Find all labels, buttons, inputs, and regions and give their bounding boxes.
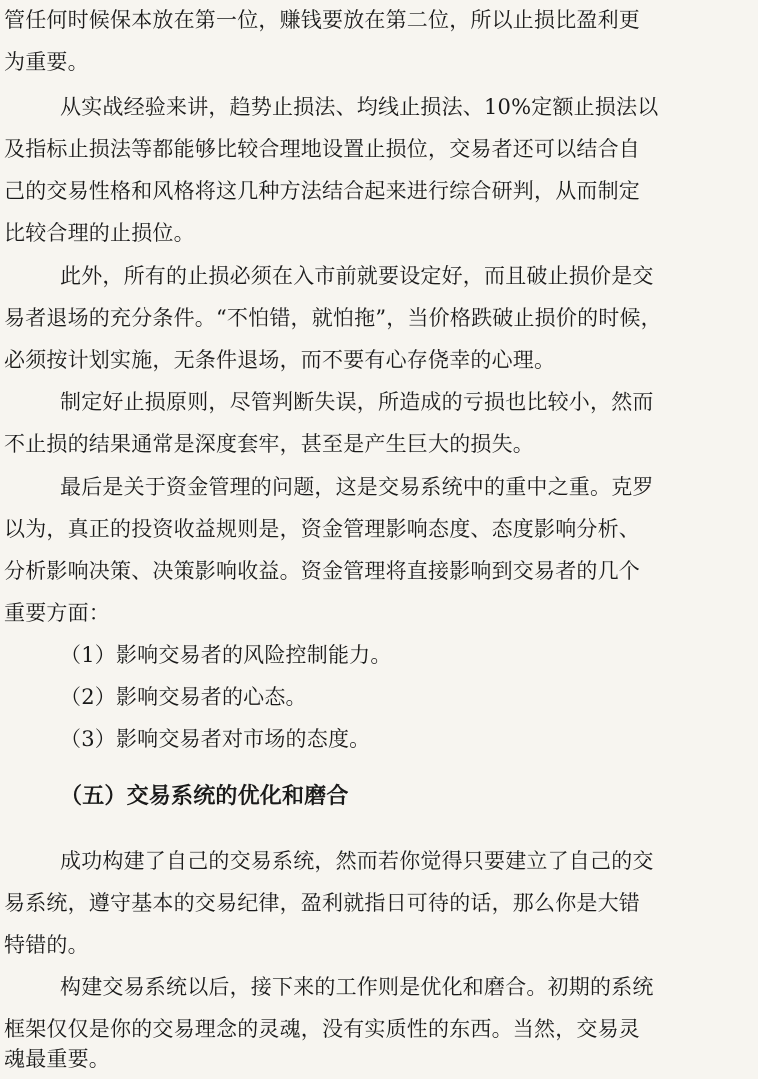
text-line: 以为，真正的投资收益规则是，资金管理影响态度、态度影响分析、 [4,517,640,541]
list-item: （3）影响交易者对市场的态度。 [60,727,371,751]
text-line: 为重要。 [4,50,89,74]
text-line: 魂最重要。 [4,1047,110,1071]
text-line: 从实战经验来讲，趋势止损法、均线止损法、10%定额止损法以 [60,95,659,119]
text-line: 最后是关于资金管理的问题，这是交易系统中的重中之重。克罗 [60,475,654,499]
text-line: 易者退场的充分条件。“不怕错，就怕拖”，当价格跌破止损价的时候， [4,306,662,330]
text-line: 及指标止损法等都能够比较合理地设置止损位，交易者还可以结合自 [4,137,640,161]
text-line: 己的交易性格和风格将这几种方法结合起来进行综合研判，从而制定 [4,179,640,203]
text-line: 不止损的结果通常是深度套牢，甚至是产生巨大的损失。 [4,432,534,456]
text-line: 框架仅仅是你的交易理念的灵魂，没有实质性的东西。当然，交易灵 [4,1017,640,1041]
text-line: 管任何时候保本放在第一位，赚钱要放在第二位，所以止损比盈利更 [4,8,640,32]
text-line: 必须按计划实施，无条件退场，而不要有心存侥幸的心理。 [4,348,556,372]
text-line: 成功构建了自己的交易系统，然而若你觉得只要建立了自己的交 [60,849,654,873]
text-line: 分析影响决策、决策影响收益。资金管理将直接影响到交易者的几个 [4,559,640,583]
text-line: 制定好止损原则，尽管判断失误，所造成的亏损也比较小，然而 [60,390,654,414]
text-line: 易系统，遵守基本的交易纪律，盈利就指日可待的话，那么你是大错 [4,891,640,915]
text-line: 比较合理的止损位。 [4,221,195,245]
list-item: （2）影响交易者的心态。 [60,685,307,709]
text-line: 特错的。 [4,933,89,957]
list-item: （1）影响交易者的风险控制能力。 [60,643,392,667]
text-line: 此外，所有的止损必须在入市前就要设定好，而且破止损价是交 [60,264,654,288]
section-heading: （五）交易系统的优化和磨合 [60,784,349,809]
text-line: 构建交易系统以后，接下来的工作则是优化和磨合。初期的系统 [60,975,654,999]
text-line: 重要方面： [4,601,110,625]
